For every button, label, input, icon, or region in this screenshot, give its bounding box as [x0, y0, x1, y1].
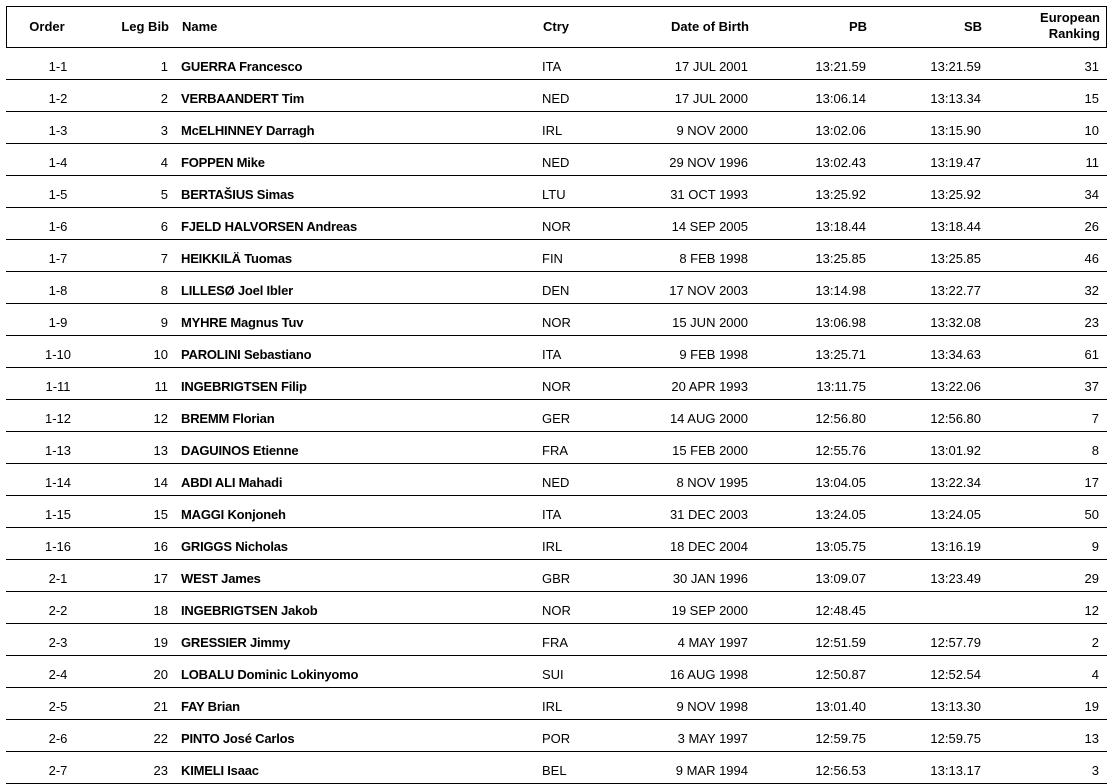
cell-european-ranking: 11	[1085, 155, 1099, 170]
cell-ctry: LTU	[542, 187, 566, 202]
cell-pb: 12:48.45	[815, 603, 866, 618]
cell-sb: 13:13.17	[930, 763, 981, 778]
table-row	[6, 240, 1107, 272]
cell-order: 2-7	[48, 763, 68, 778]
cell-sb: 13:34.63	[930, 347, 981, 362]
table-row	[6, 496, 1107, 528]
cell-ctry: NOR	[542, 603, 571, 618]
cell-dob: 4 MAY 1997	[677, 635, 748, 650]
cell-pb: 12:51.59	[815, 635, 866, 650]
cell-leg-bib: 19	[153, 635, 168, 650]
cell-european-ranking: 19	[1084, 699, 1099, 714]
table-row	[6, 400, 1107, 432]
header-ctry: Ctry	[543, 19, 570, 34]
cell-ctry: FIN	[542, 251, 563, 266]
cell-european-ranking: 9	[1091, 539, 1099, 554]
cell-name: LILLESØ Joel Ibler	[181, 283, 293, 298]
cell-order: 2-5	[48, 699, 68, 714]
cell-pb: 13:25.71	[815, 347, 866, 362]
cell-order: 1-6	[48, 219, 68, 234]
header-sb: SB	[963, 19, 982, 34]
cell-european-ranking: 10	[1084, 123, 1099, 138]
cell-pb: 13:01.40	[815, 699, 866, 714]
cell-sb: 13:22.34	[930, 475, 981, 490]
cell-name: DAGUINOS Etienne	[181, 443, 299, 458]
cell-ctry: GER	[542, 411, 571, 426]
cell-pb: 13:02.06	[815, 123, 866, 138]
cell-dob: 9 NOV 1998	[676, 699, 748, 714]
cell-pb: 12:59.75	[815, 731, 866, 746]
cell-dob: 20 APR 1993	[671, 379, 748, 394]
cell-pb: 13:14.98	[815, 283, 866, 298]
cell-pb: 13:25.92	[815, 187, 866, 202]
cell-order: 1-4	[48, 155, 68, 170]
cell-name: KIMELI Isaac	[181, 763, 259, 778]
cell-sb: 13:22.06	[930, 379, 981, 394]
cell-ctry: NED	[542, 155, 570, 170]
cell-pb: 13:04.05	[815, 475, 866, 490]
cell-ctry: FRA	[542, 443, 568, 458]
cell-ctry: NOR	[542, 379, 571, 394]
cell-european-ranking: 15	[1084, 91, 1099, 106]
cell-european-ranking: 26	[1084, 219, 1099, 234]
cell-dob: 31 OCT 1993	[670, 187, 748, 202]
cell-dob: 30 JAN 1996	[672, 571, 748, 586]
cell-name: INGEBRIGTSEN Jakob	[181, 603, 318, 618]
cell-name: WEST James	[181, 571, 261, 586]
cell-european-ranking: 7	[1091, 411, 1099, 426]
cell-sb: 13:23.49	[930, 571, 981, 586]
cell-order: 1-14	[44, 475, 72, 490]
cell-sb: 12:52.54	[930, 667, 981, 682]
cell-leg-bib: 17	[153, 571, 168, 586]
cell-order: 1-9	[48, 315, 68, 330]
cell-pb: 13:09.07	[815, 571, 866, 586]
cell-leg-bib: 10	[153, 347, 168, 362]
cell-order: 1-8	[48, 283, 68, 298]
cell-ctry: ITA	[542, 507, 562, 522]
cell-ctry: NED	[542, 475, 570, 490]
cell-ctry: IRL	[542, 123, 563, 138]
cell-sb: 13:25.85	[930, 251, 981, 266]
cell-sb: 13:32.08	[930, 315, 981, 330]
header-order: Order	[29, 19, 65, 34]
cell-name: INGEBRIGTSEN Filip	[181, 379, 307, 394]
cell-leg-bib: 22	[153, 731, 168, 746]
cell-european-ranking: 8	[1091, 443, 1099, 458]
cell-ctry: NOR	[542, 219, 571, 234]
table-row	[6, 592, 1107, 624]
cell-dob: 14 SEP 2005	[671, 219, 748, 234]
cell-sb: 13:13.34	[930, 91, 981, 106]
cell-sb: 12:59.75	[930, 731, 981, 746]
cell-leg-bib: 1	[160, 59, 168, 74]
cell-pb: 13:21.59	[815, 59, 866, 74]
cell-dob: 9 MAR 1994	[675, 763, 748, 778]
cell-sb: 13:18.44	[930, 219, 981, 234]
cell-pb: 12:56.80	[815, 411, 866, 426]
cell-ctry: NOR	[542, 315, 571, 330]
header-ranking-line-1: European	[1040, 10, 1100, 25]
cell-pb: 13:02.43	[815, 155, 866, 170]
cell-dob: 15 JUN 2000	[672, 315, 748, 330]
cell-order: 1-12	[44, 411, 72, 426]
cell-order: 1-1	[48, 59, 68, 74]
cell-name: BERTAŠIUS Simas	[181, 187, 295, 202]
cell-sb: 12:56.80	[930, 411, 981, 426]
cell-pb: 13:18.44	[815, 219, 866, 234]
cell-dob: 9 FEB 1998	[679, 347, 748, 362]
cell-european-ranking: 37	[1084, 379, 1099, 394]
cell-sb: 12:57.79	[930, 635, 981, 650]
cell-dob: 8 FEB 1998	[679, 251, 748, 266]
cell-dob: 17 NOV 2003	[669, 283, 748, 298]
table-row	[6, 272, 1107, 304]
cell-dob: 8 NOV 1995	[676, 475, 748, 490]
cell-dob: 31 DEC 2003	[669, 507, 748, 522]
cell-european-ranking: 32	[1084, 283, 1099, 298]
cell-dob: 16 AUG 1998	[669, 667, 748, 682]
table-row	[6, 368, 1107, 400]
cell-leg-bib: 11	[154, 379, 168, 394]
cell-name: VERBAANDERT Tim	[181, 91, 305, 106]
table-row	[6, 176, 1107, 208]
cell-european-ranking: 23	[1084, 315, 1099, 330]
cell-european-ranking: 17	[1084, 475, 1099, 490]
cell-dob: 18 DEC 2004	[669, 539, 748, 554]
table-row	[6, 688, 1107, 720]
cell-european-ranking: 46	[1084, 251, 1099, 266]
header-pb: PB	[848, 19, 867, 34]
cell-name: McELHINNEY Darragh	[181, 123, 315, 138]
cell-ctry: GBR	[542, 571, 571, 586]
cell-name: HEIKKILÄ Tuomas	[181, 251, 292, 266]
cell-pb: 13:11.75	[816, 379, 866, 394]
cell-ctry: POR	[542, 731, 571, 746]
cell-leg-bib: 23	[153, 763, 168, 778]
cell-name: FOPPEN Mike	[181, 155, 265, 170]
cell-pb: 13:06.98	[815, 315, 866, 330]
cell-dob: 15 FEB 2000	[672, 443, 748, 458]
cell-name: MAGGI Konjoneh	[181, 507, 286, 522]
table-body	[6, 48, 1107, 784]
cell-european-ranking: 29	[1084, 571, 1099, 586]
cell-order: 1-7	[48, 251, 68, 266]
cell-european-ranking: 13	[1084, 731, 1099, 746]
cell-dob: 17 JUL 2001	[674, 59, 748, 74]
cell-order: 1-11	[45, 379, 71, 394]
cell-ctry: ITA	[542, 347, 562, 362]
cell-order: 2-3	[48, 635, 68, 650]
cell-european-ranking: 61	[1084, 347, 1099, 362]
header-dob: Date of Birth	[671, 19, 749, 34]
cell-european-ranking: 31	[1084, 59, 1099, 74]
cell-leg-bib: 7	[160, 251, 168, 266]
cell-leg-bib: 15	[153, 507, 168, 522]
cell-dob: 29 NOV 1996	[669, 155, 748, 170]
cell-order: 1-5	[48, 187, 68, 202]
cell-ctry: SUI	[542, 667, 564, 682]
cell-ctry: BEL	[542, 763, 567, 778]
cell-sb: 13:15.90	[930, 123, 981, 138]
table-row	[6, 144, 1107, 176]
table-row	[6, 752, 1107, 784]
cell-order: 2-4	[48, 667, 68, 682]
cell-order: 1-10	[44, 347, 72, 362]
cell-european-ranking: 2	[1091, 635, 1099, 650]
table-row	[6, 80, 1107, 112]
cell-order: 1-2	[48, 91, 68, 106]
header-ranking-line-2: Ranking	[1048, 26, 1100, 41]
table-row	[6, 432, 1107, 464]
cell-leg-bib: 18	[153, 603, 168, 618]
table-row	[6, 560, 1107, 592]
cell-pb: 12:56.53	[815, 763, 866, 778]
cell-order: 1-16	[44, 539, 72, 554]
cell-dob: 9 NOV 2000	[676, 123, 748, 138]
cell-leg-bib: 3	[160, 123, 168, 138]
header-leg-bib: Leg Bib	[121, 19, 169, 34]
cell-pb: 13:06.14	[815, 91, 866, 106]
table-row	[6, 336, 1107, 368]
cell-ctry: IRL	[542, 699, 563, 714]
cell-leg-bib: 12	[153, 411, 168, 426]
cell-order: 1-15	[44, 507, 72, 522]
cell-order: 2-2	[48, 603, 68, 618]
header-european-ranking	[1002, 10, 1100, 42]
cell-name: ABDI ALI Mahadi	[181, 475, 283, 490]
cell-european-ranking: 50	[1084, 507, 1099, 522]
cell-name: MYHRE Magnus Tuv	[181, 315, 304, 330]
cell-sb: 13:19.47	[930, 155, 981, 170]
cell-ctry: ITA	[542, 59, 562, 74]
cell-leg-bib: 2	[160, 91, 168, 106]
cell-leg-bib: 13	[153, 443, 168, 458]
start-list-table	[6, 6, 1107, 784]
cell-name: LOBALU Dominic Lokinyomo	[181, 667, 359, 682]
cell-sb: 13:16.19	[930, 539, 981, 554]
cell-ctry: DEN	[542, 283, 570, 298]
cell-leg-bib: 20	[153, 667, 168, 682]
cell-name: GUERRA Francesco	[181, 59, 303, 74]
cell-sb: 13:13.30	[930, 699, 981, 714]
cell-european-ranking: 4	[1091, 667, 1099, 682]
cell-order: 2-6	[48, 731, 68, 746]
cell-leg-bib: 21	[153, 699, 168, 714]
cell-leg-bib: 9	[160, 315, 168, 330]
cell-order: 1-3	[48, 123, 68, 138]
cell-leg-bib: 8	[160, 283, 168, 298]
cell-ctry: NED	[542, 91, 570, 106]
table-header	[6, 6, 1107, 48]
table-row	[6, 208, 1107, 240]
cell-name: GRESSIER Jimmy	[181, 635, 291, 650]
table-row	[6, 528, 1107, 560]
cell-pb: 13:25.85	[815, 251, 866, 266]
cell-dob: 3 MAY 1997	[677, 731, 748, 746]
cell-name: PAROLINI Sebastiano	[181, 347, 312, 362]
cell-leg-bib: 14	[153, 475, 168, 490]
cell-sb: 13:21.59	[930, 59, 981, 74]
table-row	[6, 48, 1107, 80]
cell-pb: 12:55.76	[815, 443, 866, 458]
cell-leg-bib: 4	[160, 155, 168, 170]
cell-european-ranking: 34	[1084, 187, 1099, 202]
cell-order: 1-13	[44, 443, 72, 458]
cell-name: FJELD HALVORSEN Andreas	[181, 219, 357, 234]
cell-dob: 14 AUG 2000	[669, 411, 748, 426]
cell-ctry: IRL	[542, 539, 563, 554]
cell-sb: 13:25.92	[930, 187, 981, 202]
cell-name: GRIGGS Nicholas	[181, 539, 288, 554]
table-row	[6, 112, 1107, 144]
cell-ctry: FRA	[542, 635, 568, 650]
cell-dob: 17 JUL 2000	[674, 91, 748, 106]
cell-pb: 13:05.75	[815, 539, 866, 554]
table-row	[6, 656, 1107, 688]
cell-order: 2-1	[48, 571, 68, 586]
cell-leg-bib: 6	[160, 219, 168, 234]
cell-european-ranking: 12	[1084, 603, 1099, 618]
cell-sb: 13:24.05	[930, 507, 981, 522]
table-row	[6, 304, 1107, 336]
cell-sb: 13:22.77	[930, 283, 981, 298]
cell-pb: 12:50.87	[815, 667, 866, 682]
cell-sb: 13:01.92	[930, 443, 981, 458]
table-row	[6, 624, 1107, 656]
cell-dob: 19 SEP 2000	[671, 603, 748, 618]
header-name: Name	[182, 19, 218, 34]
cell-pb: 13:24.05	[815, 507, 866, 522]
cell-leg-bib: 5	[160, 187, 168, 202]
table-row	[6, 464, 1107, 496]
cell-european-ranking: 3	[1091, 763, 1099, 778]
cell-name: PINTO José Carlos	[181, 731, 295, 746]
cell-name: FAY Brian	[181, 699, 240, 714]
cell-name: BREMM Florian	[181, 411, 275, 426]
table-row	[6, 720, 1107, 752]
cell-leg-bib: 16	[153, 539, 168, 554]
